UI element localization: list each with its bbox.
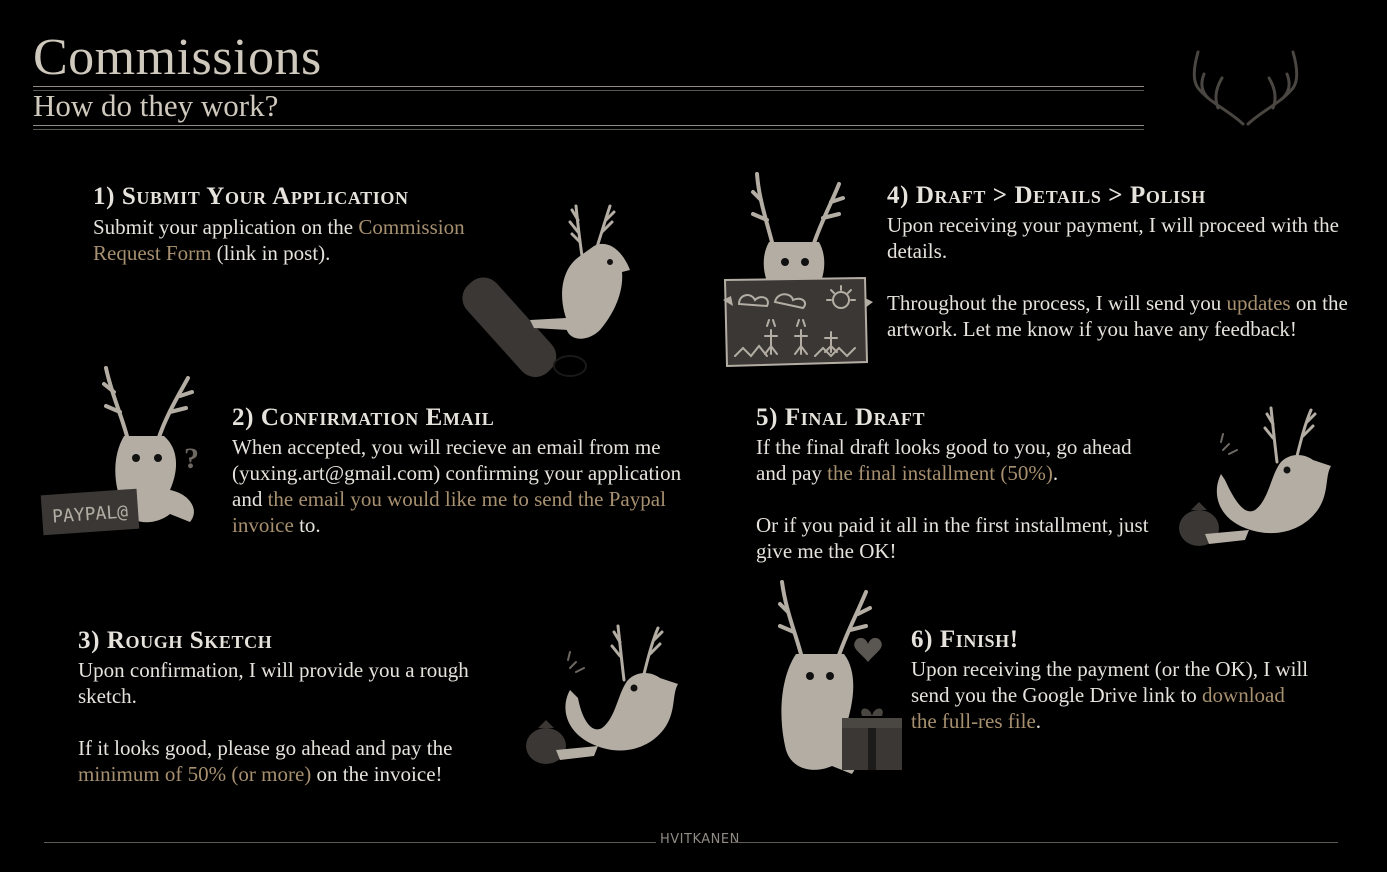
header-divider-bottom-thin — [33, 129, 1144, 130]
header-divider-bottom — [33, 125, 1144, 126]
creature-waving-with-bag-illustration — [1175, 404, 1335, 554]
body-text: Throughout the process, I will send you — [887, 291, 1227, 315]
step-3-body — [78, 657, 508, 787]
creature-with-scroll-illustration — [462, 198, 642, 388]
creature-with-money-bag-illustration — [522, 624, 682, 769]
body-text: If it looks good, please go ahead and pay the — [78, 736, 453, 760]
footer-signature: HVITKANEN — [660, 832, 740, 847]
footer-divider-right — [732, 842, 1338, 843]
highlighted-text: minimum of 50% (or more) — [78, 762, 312, 786]
body-text: Upon confirmation, I will provide you a rough sketch. — [78, 658, 469, 708]
body-text: When accepted, you will recieve an email from me (yuxing.art@gmail.com) confirming your application and — [232, 435, 682, 511]
antlers-logo-icon — [1188, 48, 1303, 128]
highlighted-text: download the full-res file — [911, 683, 1285, 733]
paragraph-gap — [756, 486, 1166, 512]
header-divider-top — [33, 86, 1144, 87]
body-text: . — [1052, 461, 1059, 485]
highlighted-text: updates — [1226, 291, 1291, 315]
body-text: Upon receiving the payment (or the OK), I will send you the Google Drive link to — [911, 657, 1309, 707]
step-1-title: 1) Submit Your Application — [93, 183, 409, 210]
creature-with-paypal-sign-illustration — [40, 364, 215, 539]
step-1-body — [93, 214, 518, 266]
creature-with-drawing-illustration — [715, 170, 875, 370]
step-4-title: 4) Draft > Details > Polish — [887, 182, 1206, 209]
body-text: . — [1035, 709, 1042, 733]
body-text: on the artwork. Let me know if you have any feedback! — [887, 291, 1348, 341]
paragraph-gap — [78, 709, 508, 735]
highlighted-text: the final installment (50%) — [827, 461, 1053, 485]
page-title: Commissions — [33, 29, 322, 86]
footer-divider-left — [44, 842, 656, 843]
body-text: on the invoice! — [311, 762, 443, 786]
body-text: Upon receiving your payment, I will proceed with the details. — [887, 213, 1339, 263]
step-5-title: 5) Final Draft — [756, 404, 926, 431]
body-text: Or if you paid it all in the first installment, just give me the OK! — [756, 513, 1149, 563]
body-text: If the final draft looks good to you, go ahead and pay — [756, 435, 1132, 485]
step-4-body — [887, 212, 1352, 342]
highlighted-text: the email you would like me to send the Paypal invoice — [232, 487, 666, 537]
paypal-sign-text: PAYPAL@ — [51, 501, 129, 528]
step-6-body — [911, 656, 1311, 734]
body-text: Submit your application on the — [93, 215, 359, 239]
body-text: to. — [293, 513, 321, 537]
step-2-title: 2) Confirmation Email — [232, 404, 495, 431]
step-6-title: 6) Finish! — [911, 626, 1019, 653]
step-2-body — [232, 434, 684, 538]
highlighted-text: Commission Request Form — [93, 215, 465, 265]
body-text: (link in post). — [211, 241, 331, 265]
page-subtitle: How do they work? — [33, 88, 279, 123]
step-5-body — [756, 434, 1166, 564]
paragraph-gap — [887, 264, 1352, 290]
step-3-title: 3) Rough Sketch — [78, 627, 273, 654]
creature-with-gift-illustration — [762, 578, 912, 778]
question-mark: ? — [184, 442, 199, 475]
